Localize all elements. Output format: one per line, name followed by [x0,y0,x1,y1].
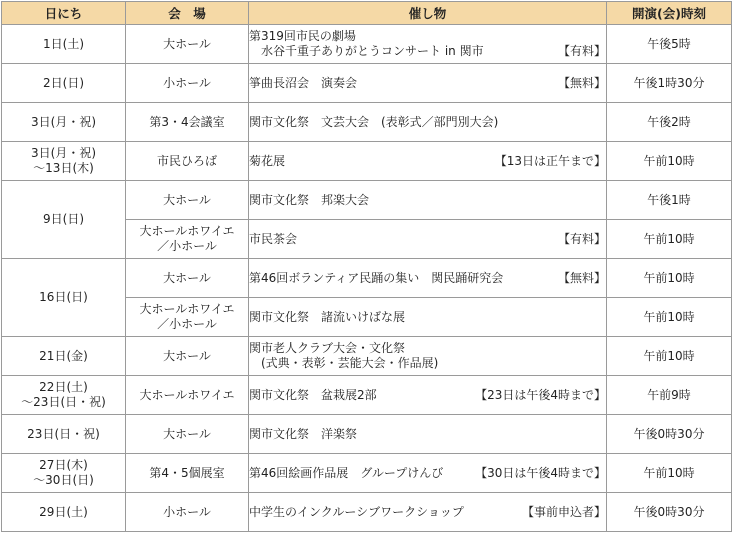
date-cell: 16日(日) [2,259,126,337]
event-tag: 【30日は午後4時まで】 [475,465,606,480]
event-tag: 【23日は午後4時まで】 [475,387,606,402]
event-title: 関市文化祭 邦楽大会 [249,192,370,207]
date-cell: 29日(土) [2,493,126,532]
event-title: 市民茶会 [249,231,298,246]
date-cell: 23日(日・祝) [2,415,126,454]
time-cell: 午後0時30分 [607,493,732,532]
event-title: 関市文化祭 盆栽展2部 [249,387,377,402]
venue-cell: 小ホール [126,493,249,532]
time-cell: 午前9時 [607,376,732,415]
date-cell: 3日(月・祝) ～13日(木) [2,142,126,181]
header-event: 催し物 [249,2,607,25]
event-cell [249,181,607,220]
time-cell: 午後0時30分 [607,415,732,454]
table-row [2,64,732,103]
time-cell: 午前10時 [607,142,732,181]
header-row [2,2,732,25]
event-cell [249,298,607,337]
event-cell [249,220,607,259]
table-row [2,454,732,493]
table-row [2,493,732,532]
event-title: 関市文化祭 洋楽祭 [249,426,358,441]
event-tag: 【13日は正午まで】 [494,153,606,168]
date-cell: 2日(日) [2,64,126,103]
event-title: 第46回ボランティア民踊の集い 関民踊研究会 [249,270,504,285]
time-cell: 午前10時 [607,298,732,337]
venue-cell: 大ホール [126,181,249,220]
time-cell: 午後1時30分 [607,64,732,103]
time-cell: 午後1時 [607,181,732,220]
table-row [2,181,732,220]
table-row [2,142,732,181]
time-cell: 午前10時 [607,220,732,259]
date-cell: 27日(木) ～30日(日) [2,454,126,493]
event-tag: 【有料】 [557,44,606,58]
header-time: 開演(会)時刻 [607,2,732,25]
event-tag: 【無料】 [557,270,606,285]
event-tag: 【無料】 [557,75,606,90]
event-title: 関市文化祭 諸流いけばな展 [249,309,406,324]
date-cell: 22日(土) ～23日(日・祝) [2,376,126,415]
event-schedule-table [1,1,732,532]
header-venue: 会 場 [126,2,249,25]
date-cell: 21日(金) [2,337,126,376]
event-tag: 【事前申込者】 [521,504,606,519]
event-cell [249,454,607,493]
event-cell [249,64,607,103]
venue-cell: 大ホールホワイエ ／小ホール [126,298,249,337]
event-title: 関市文化祭 文芸大会 (表彰式／部門別大会) [249,114,499,129]
venue-cell: 大ホール [126,337,249,376]
header-date: 日にち [2,2,126,25]
event-title: 中学生のインクルーシブワークショップ [249,504,464,519]
event-tag: 【有料】 [557,231,606,246]
venue-cell: 小ホール [126,64,249,103]
event-cell [249,493,607,532]
date-cell: 1日(土) [2,25,126,64]
event-subtitle: 水谷千重子ありがとうコンサート in 関市 [261,44,484,58]
table-row [2,25,732,64]
time-cell: 午後2時 [607,103,732,142]
event-title: 関市老人クラブ大会・文化祭 [249,341,406,355]
time-cell: 午前10時 [607,454,732,493]
event-cell [249,337,607,376]
venue-cell: 第3・4会議室 [126,103,249,142]
event-cell [249,103,607,142]
table-row [2,259,732,298]
time-cell: 午前10時 [607,337,732,376]
event-cell [249,142,607,181]
table-row [2,376,732,415]
venue-cell: 大ホール [126,25,249,64]
event-title: 第46回絵画作品展 グループけんび [249,465,444,480]
table-row [2,337,732,376]
time-cell: 午前10時 [607,259,732,298]
venue-cell: 第4・5個展室 [126,454,249,493]
event-cell [249,376,607,415]
table-row [2,103,732,142]
venue-cell: 大ホールホワイエ ／小ホール [126,220,249,259]
event-cell [249,25,607,64]
venue-cell: 市民ひろば [126,142,249,181]
event-title: 菊花展 [249,153,286,168]
event-cell [249,415,607,454]
date-cell: 9日(日) [2,181,126,259]
table-row [2,415,732,454]
date-cell: 3日(月・祝) [2,103,126,142]
venue-cell: 大ホール [126,415,249,454]
event-title: 箏曲長沼会 演奏会 [249,75,358,90]
venue-cell: 大ホールホワイエ [126,376,249,415]
event-subtitle: (式典・表彰・芸能大会・作品展) [261,356,439,370]
event-cell [249,259,607,298]
time-cell: 午後5時 [607,25,732,64]
venue-cell: 大ホール [126,259,249,298]
event-title: 第319回市民の劇場 [249,29,356,43]
